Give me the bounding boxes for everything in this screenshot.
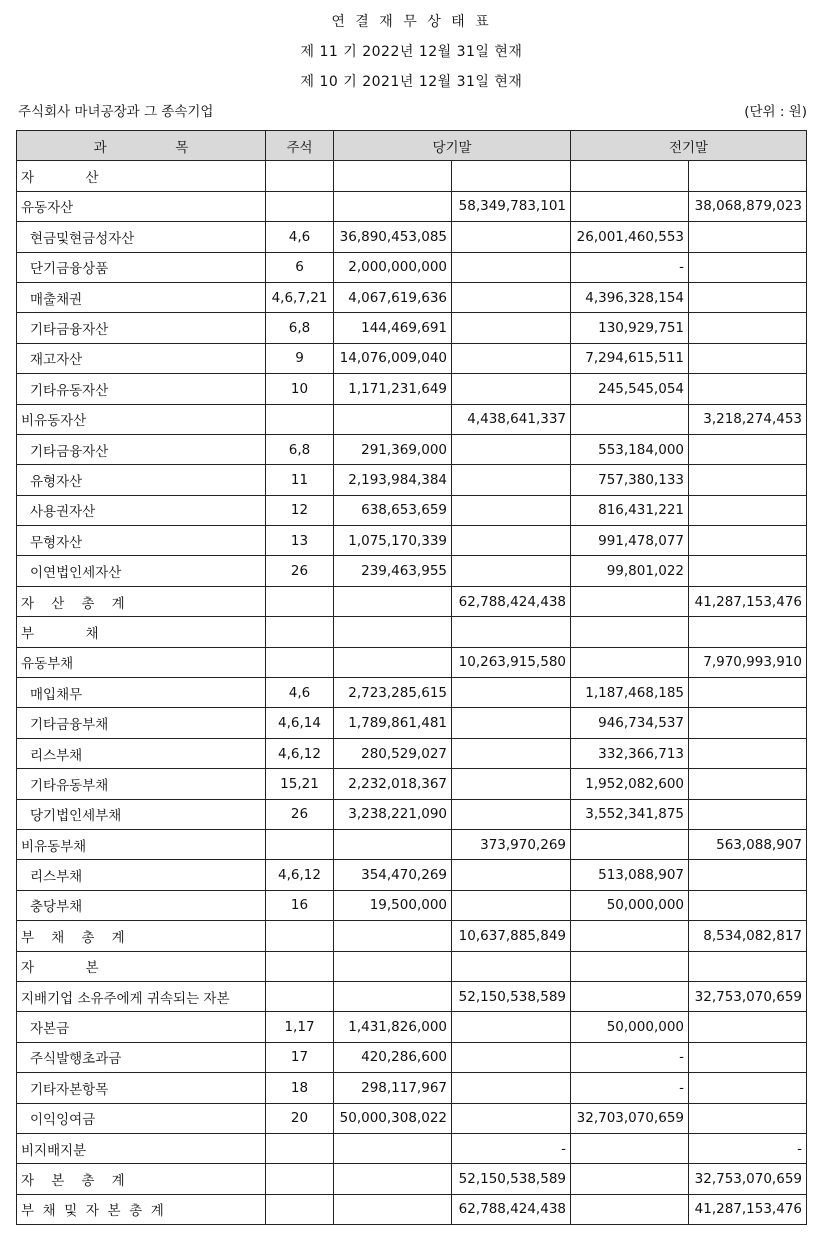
row-prior-total bbox=[689, 799, 807, 829]
row-note: 18 bbox=[266, 1073, 334, 1103]
row-current-detail: 239,463,955 bbox=[334, 556, 452, 586]
row-label: 부 채 및 자 본 총 계 bbox=[17, 1194, 266, 1224]
row-label: 유동자산 bbox=[17, 191, 266, 221]
row-prior-detail: - bbox=[571, 1073, 689, 1103]
row-prior-detail: 7,294,615,511 bbox=[571, 343, 689, 373]
row-prior-detail: 946,734,537 bbox=[571, 708, 689, 738]
row-prior-detail bbox=[571, 981, 689, 1011]
row-current-detail bbox=[334, 161, 452, 191]
row-current-detail: 3,238,221,090 bbox=[334, 799, 452, 829]
row-current-total: 373,970,269 bbox=[452, 829, 571, 859]
row-note bbox=[266, 1164, 334, 1194]
row-current-total: 10,637,885,849 bbox=[452, 921, 571, 951]
row-label: 현금및현금성자산 bbox=[17, 222, 266, 252]
row-label: 매입채무 bbox=[17, 678, 266, 708]
row-prior-total bbox=[689, 890, 807, 920]
row-label: 기타금융자산 bbox=[17, 313, 266, 343]
row-current-detail: 2,723,285,615 bbox=[334, 678, 452, 708]
row-prior-total bbox=[689, 434, 807, 464]
row-prior-detail: 1,952,082,600 bbox=[571, 769, 689, 799]
row-note bbox=[266, 1133, 334, 1163]
row-current-total: 58,349,783,101 bbox=[452, 191, 571, 221]
row-current-total bbox=[452, 526, 571, 556]
row-current-detail: 36,890,453,085 bbox=[334, 222, 452, 252]
row-prior-total: 3,218,274,453 bbox=[689, 404, 807, 434]
row-prior-detail: 3,552,341,875 bbox=[571, 799, 689, 829]
row-label: 기타금융자산 bbox=[17, 434, 266, 464]
row-note: 20 bbox=[266, 1103, 334, 1133]
row-note: 4,6 bbox=[266, 222, 334, 252]
header-current: 당기말 bbox=[334, 131, 571, 161]
row-prior-total bbox=[689, 708, 807, 738]
row-note: 9 bbox=[266, 343, 334, 373]
row-current-total: 52,150,538,589 bbox=[452, 981, 571, 1011]
row-current-detail: 291,369,000 bbox=[334, 434, 452, 464]
row-current-total bbox=[452, 374, 571, 404]
table-row bbox=[17, 1042, 807, 1072]
row-current-total bbox=[452, 1012, 571, 1042]
row-note: 4,6,7,21 bbox=[266, 282, 334, 312]
row-prior-detail: 99,801,022 bbox=[571, 556, 689, 586]
row-current-total: 4,438,641,337 bbox=[452, 404, 571, 434]
table-row bbox=[17, 556, 807, 586]
row-current-total bbox=[452, 313, 571, 343]
row-note: 13 bbox=[266, 526, 334, 556]
row-prior-detail: 50,000,000 bbox=[571, 1012, 689, 1042]
table-row bbox=[17, 890, 807, 920]
row-current-total: 10,263,915,580 bbox=[452, 647, 571, 677]
row-current-total bbox=[452, 282, 571, 312]
row-current-detail: 354,470,269 bbox=[334, 860, 452, 890]
row-prior-detail: 4,396,328,154 bbox=[571, 282, 689, 312]
row-label: 기타유동자산 bbox=[17, 374, 266, 404]
row-prior-detail: 991,478,077 bbox=[571, 526, 689, 556]
table-row bbox=[17, 465, 807, 495]
table-row bbox=[17, 161, 807, 191]
row-prior-detail: 553,184,000 bbox=[571, 434, 689, 464]
row-prior-detail bbox=[571, 404, 689, 434]
table-row bbox=[17, 526, 807, 556]
row-note bbox=[266, 617, 334, 647]
row-note: 16 bbox=[266, 890, 334, 920]
table-row bbox=[17, 374, 807, 404]
row-prior-total bbox=[689, 374, 807, 404]
document-title: 연 결 재 무 상 태 표 bbox=[331, 14, 492, 30]
table-row bbox=[17, 981, 807, 1011]
row-current-total bbox=[452, 617, 571, 647]
row-prior-total bbox=[689, 1073, 807, 1103]
table-row bbox=[17, 738, 807, 768]
row-prior-detail bbox=[571, 191, 689, 221]
row-prior-total bbox=[689, 161, 807, 191]
row-prior-detail: 245,545,054 bbox=[571, 374, 689, 404]
row-note bbox=[266, 951, 334, 981]
row-prior-detail: 50,000,000 bbox=[571, 890, 689, 920]
row-prior-total: 32,753,070,659 bbox=[689, 1164, 807, 1194]
row-prior-total bbox=[689, 556, 807, 586]
table-body bbox=[17, 161, 807, 1225]
row-prior-total bbox=[689, 282, 807, 312]
row-note bbox=[266, 647, 334, 677]
row-note: 17 bbox=[266, 1042, 334, 1072]
row-label: 자 본 bbox=[17, 951, 266, 981]
row-prior-total: 563,088,907 bbox=[689, 829, 807, 859]
row-prior-detail: - bbox=[571, 252, 689, 282]
row-current-total bbox=[452, 890, 571, 920]
row-prior-total bbox=[689, 343, 807, 373]
row-note: 26 bbox=[266, 799, 334, 829]
row-current-total bbox=[452, 222, 571, 252]
row-prior-detail bbox=[571, 161, 689, 191]
row-prior-detail bbox=[571, 586, 689, 616]
row-note bbox=[266, 921, 334, 951]
row-note: 12 bbox=[266, 495, 334, 525]
row-label: 지배기업 소유주에게 귀속되는 자본 bbox=[17, 981, 266, 1011]
table-row bbox=[17, 647, 807, 677]
row-note: 1,17 bbox=[266, 1012, 334, 1042]
table-row bbox=[17, 1133, 807, 1163]
row-prior-total: 7,970,993,910 bbox=[689, 647, 807, 677]
row-prior-total bbox=[689, 951, 807, 981]
row-current-total bbox=[452, 161, 571, 191]
row-label: 기타자본항목 bbox=[17, 1073, 266, 1103]
row-label: 자 산 총 계 bbox=[17, 586, 266, 616]
row-label: 리스부채 bbox=[17, 738, 266, 768]
row-note bbox=[266, 586, 334, 616]
row-current-total bbox=[452, 951, 571, 981]
period-current: 제 11 기 2022년 12월 31일 현재 bbox=[300, 44, 523, 60]
row-current-detail bbox=[334, 1164, 452, 1194]
row-current-total: 62,788,424,438 bbox=[452, 1194, 571, 1224]
row-current-total bbox=[452, 556, 571, 586]
company-name: 주식회사 마녀공장과 그 종속기업 bbox=[18, 104, 214, 120]
row-prior-detail: 26,001,460,553 bbox=[571, 222, 689, 252]
header-note: 주석 bbox=[266, 131, 334, 161]
row-current-total bbox=[452, 738, 571, 768]
table-row bbox=[17, 708, 807, 738]
row-current-detail: 280,529,027 bbox=[334, 738, 452, 768]
row-label: 기타금융부채 bbox=[17, 708, 266, 738]
row-note: 15,21 bbox=[266, 769, 334, 799]
row-current-detail bbox=[334, 1194, 452, 1224]
row-prior-detail bbox=[571, 1133, 689, 1163]
row-prior-total bbox=[689, 526, 807, 556]
row-current-detail: 298,117,967 bbox=[334, 1073, 452, 1103]
row-label: 비유동자산 bbox=[17, 404, 266, 434]
row-current-detail: 2,232,018,367 bbox=[334, 769, 452, 799]
row-current-detail bbox=[334, 191, 452, 221]
row-prior-total bbox=[689, 860, 807, 890]
table-row bbox=[17, 222, 807, 252]
row-prior-detail: - bbox=[571, 1042, 689, 1072]
header-account: 과 목 bbox=[17, 131, 266, 161]
table-row bbox=[17, 951, 807, 981]
row-label: 비지배지분 bbox=[17, 1133, 266, 1163]
row-prior-total bbox=[689, 1103, 807, 1133]
row-current-detail bbox=[334, 647, 452, 677]
table-row bbox=[17, 1073, 807, 1103]
row-prior-detail bbox=[571, 921, 689, 951]
row-note: 4,6,12 bbox=[266, 860, 334, 890]
row-note: 4,6 bbox=[266, 678, 334, 708]
row-current-detail bbox=[334, 981, 452, 1011]
row-prior-total bbox=[689, 1012, 807, 1042]
table-row bbox=[17, 799, 807, 829]
table-row bbox=[17, 1012, 807, 1042]
row-current-total bbox=[452, 799, 571, 829]
row-prior-total bbox=[689, 1042, 807, 1072]
row-prior-detail bbox=[571, 829, 689, 859]
row-prior-detail bbox=[571, 617, 689, 647]
row-note: 4,6,12 bbox=[266, 738, 334, 768]
row-label: 기타유동부채 bbox=[17, 769, 266, 799]
row-current-detail: 638,653,659 bbox=[334, 495, 452, 525]
row-prior-total: 41,287,153,476 bbox=[689, 586, 807, 616]
row-label: 이익잉여금 bbox=[17, 1103, 266, 1133]
row-current-total bbox=[452, 434, 571, 464]
row-note: 6 bbox=[266, 252, 334, 282]
row-note: 4,6,14 bbox=[266, 708, 334, 738]
row-prior-detail bbox=[571, 1164, 689, 1194]
unit-label: (단위 : 원) bbox=[744, 104, 807, 120]
row-current-detail: 4,067,619,636 bbox=[334, 282, 452, 312]
row-label: 주식발행초과금 bbox=[17, 1042, 266, 1072]
row-label: 매출채권 bbox=[17, 282, 266, 312]
row-note: 6,8 bbox=[266, 313, 334, 343]
row-current-total: - bbox=[452, 1133, 571, 1163]
row-current-detail: 1,789,861,481 bbox=[334, 708, 452, 738]
row-current-detail: 144,469,691 bbox=[334, 313, 452, 343]
row-label: 부 채 총 계 bbox=[17, 921, 266, 951]
row-note bbox=[266, 404, 334, 434]
row-current-total: 52,150,538,589 bbox=[452, 1164, 571, 1194]
table-row bbox=[17, 252, 807, 282]
row-current-detail bbox=[334, 586, 452, 616]
row-current-detail bbox=[334, 921, 452, 951]
row-prior-total: 38,068,879,023 bbox=[689, 191, 807, 221]
table-row bbox=[17, 495, 807, 525]
row-label: 당기법인세부채 bbox=[17, 799, 266, 829]
row-prior-total: - bbox=[689, 1133, 807, 1163]
row-note: 11 bbox=[266, 465, 334, 495]
row-note: 6,8 bbox=[266, 434, 334, 464]
row-current-total bbox=[452, 1073, 571, 1103]
row-prior-total bbox=[689, 222, 807, 252]
row-prior-detail: 32,703,070,659 bbox=[571, 1103, 689, 1133]
row-current-detail bbox=[334, 829, 452, 859]
table-row bbox=[17, 434, 807, 464]
table-row bbox=[17, 313, 807, 343]
row-current-total bbox=[452, 678, 571, 708]
row-label: 리스부채 bbox=[17, 860, 266, 890]
row-current-detail: 2,000,000,000 bbox=[334, 252, 452, 282]
row-prior-detail: 130,929,751 bbox=[571, 313, 689, 343]
table-row bbox=[17, 404, 807, 434]
row-prior-total: 32,753,070,659 bbox=[689, 981, 807, 1011]
row-current-total bbox=[452, 1042, 571, 1072]
row-label: 자본금 bbox=[17, 1012, 266, 1042]
row-note bbox=[266, 981, 334, 1011]
row-note bbox=[266, 1194, 334, 1224]
row-current-total bbox=[452, 860, 571, 890]
table-row bbox=[17, 191, 807, 221]
table-row bbox=[17, 617, 807, 647]
balance-sheet-table bbox=[16, 130, 807, 1225]
row-label: 자 산 bbox=[17, 161, 266, 191]
table-row bbox=[17, 769, 807, 799]
row-prior-total bbox=[689, 617, 807, 647]
row-label: 충당부채 bbox=[17, 890, 266, 920]
row-prior-detail: 513,088,907 bbox=[571, 860, 689, 890]
row-note bbox=[266, 829, 334, 859]
row-prior-total bbox=[689, 313, 807, 343]
row-current-total bbox=[452, 708, 571, 738]
row-current-total bbox=[452, 252, 571, 282]
table-row bbox=[17, 678, 807, 708]
table-header-row bbox=[17, 131, 807, 161]
row-note: 26 bbox=[266, 556, 334, 586]
row-prior-total bbox=[689, 738, 807, 768]
table-row bbox=[17, 282, 807, 312]
row-current-detail: 1,431,826,000 bbox=[334, 1012, 452, 1042]
row-label: 비유동부채 bbox=[17, 829, 266, 859]
row-note: 10 bbox=[266, 374, 334, 404]
row-label: 자 본 총 계 bbox=[17, 1164, 266, 1194]
row-current-total bbox=[452, 1103, 571, 1133]
row-current-total: 62,788,424,438 bbox=[452, 586, 571, 616]
period-prior: 제 10 기 2021년 12월 31일 현재 bbox=[300, 74, 523, 90]
row-label: 유형자산 bbox=[17, 465, 266, 495]
row-prior-total: 8,534,082,817 bbox=[689, 921, 807, 951]
row-prior-total bbox=[689, 495, 807, 525]
row-current-total bbox=[452, 465, 571, 495]
row-prior-detail bbox=[571, 647, 689, 677]
row-current-total bbox=[452, 769, 571, 799]
row-label: 부 채 bbox=[17, 617, 266, 647]
header-prior: 전기말 bbox=[571, 131, 807, 161]
row-current-total bbox=[452, 343, 571, 373]
row-label: 사용권자산 bbox=[17, 495, 266, 525]
row-prior-detail: 816,431,221 bbox=[571, 495, 689, 525]
row-current-detail: 1,075,170,339 bbox=[334, 526, 452, 556]
row-current-detail: 14,076,009,040 bbox=[334, 343, 452, 373]
row-prior-total: 41,287,153,476 bbox=[689, 1194, 807, 1224]
table-row bbox=[17, 829, 807, 859]
row-note bbox=[266, 161, 334, 191]
row-current-detail: 1,171,231,649 bbox=[334, 374, 452, 404]
table-row bbox=[17, 586, 807, 616]
row-current-detail bbox=[334, 617, 452, 647]
row-current-detail bbox=[334, 404, 452, 434]
row-label: 무형자산 bbox=[17, 526, 266, 556]
row-current-detail: 50,000,308,022 bbox=[334, 1103, 452, 1133]
row-current-detail bbox=[334, 951, 452, 981]
table-row bbox=[17, 1164, 807, 1194]
row-prior-total bbox=[689, 678, 807, 708]
row-prior-total bbox=[689, 252, 807, 282]
row-current-total bbox=[452, 495, 571, 525]
row-prior-detail bbox=[571, 1194, 689, 1224]
row-label: 단기금융상품 bbox=[17, 252, 266, 282]
row-prior-detail bbox=[571, 951, 689, 981]
row-note bbox=[266, 191, 334, 221]
row-current-detail bbox=[334, 1133, 452, 1163]
row-prior-total bbox=[689, 465, 807, 495]
table-row bbox=[17, 860, 807, 890]
row-current-detail: 19,500,000 bbox=[334, 890, 452, 920]
row-prior-total bbox=[689, 769, 807, 799]
row-label: 유동부채 bbox=[17, 647, 266, 677]
table-row bbox=[17, 1194, 807, 1224]
row-label: 이연법인세자산 bbox=[17, 556, 266, 586]
row-prior-detail: 332,366,713 bbox=[571, 738, 689, 768]
row-current-detail: 2,193,984,384 bbox=[334, 465, 452, 495]
row-prior-detail: 757,380,133 bbox=[571, 465, 689, 495]
row-prior-detail: 1,187,468,185 bbox=[571, 678, 689, 708]
table-row bbox=[17, 343, 807, 373]
table-row bbox=[17, 921, 807, 951]
table-row bbox=[17, 1103, 807, 1133]
row-current-detail: 420,286,600 bbox=[334, 1042, 452, 1072]
row-label: 재고자산 bbox=[17, 343, 266, 373]
